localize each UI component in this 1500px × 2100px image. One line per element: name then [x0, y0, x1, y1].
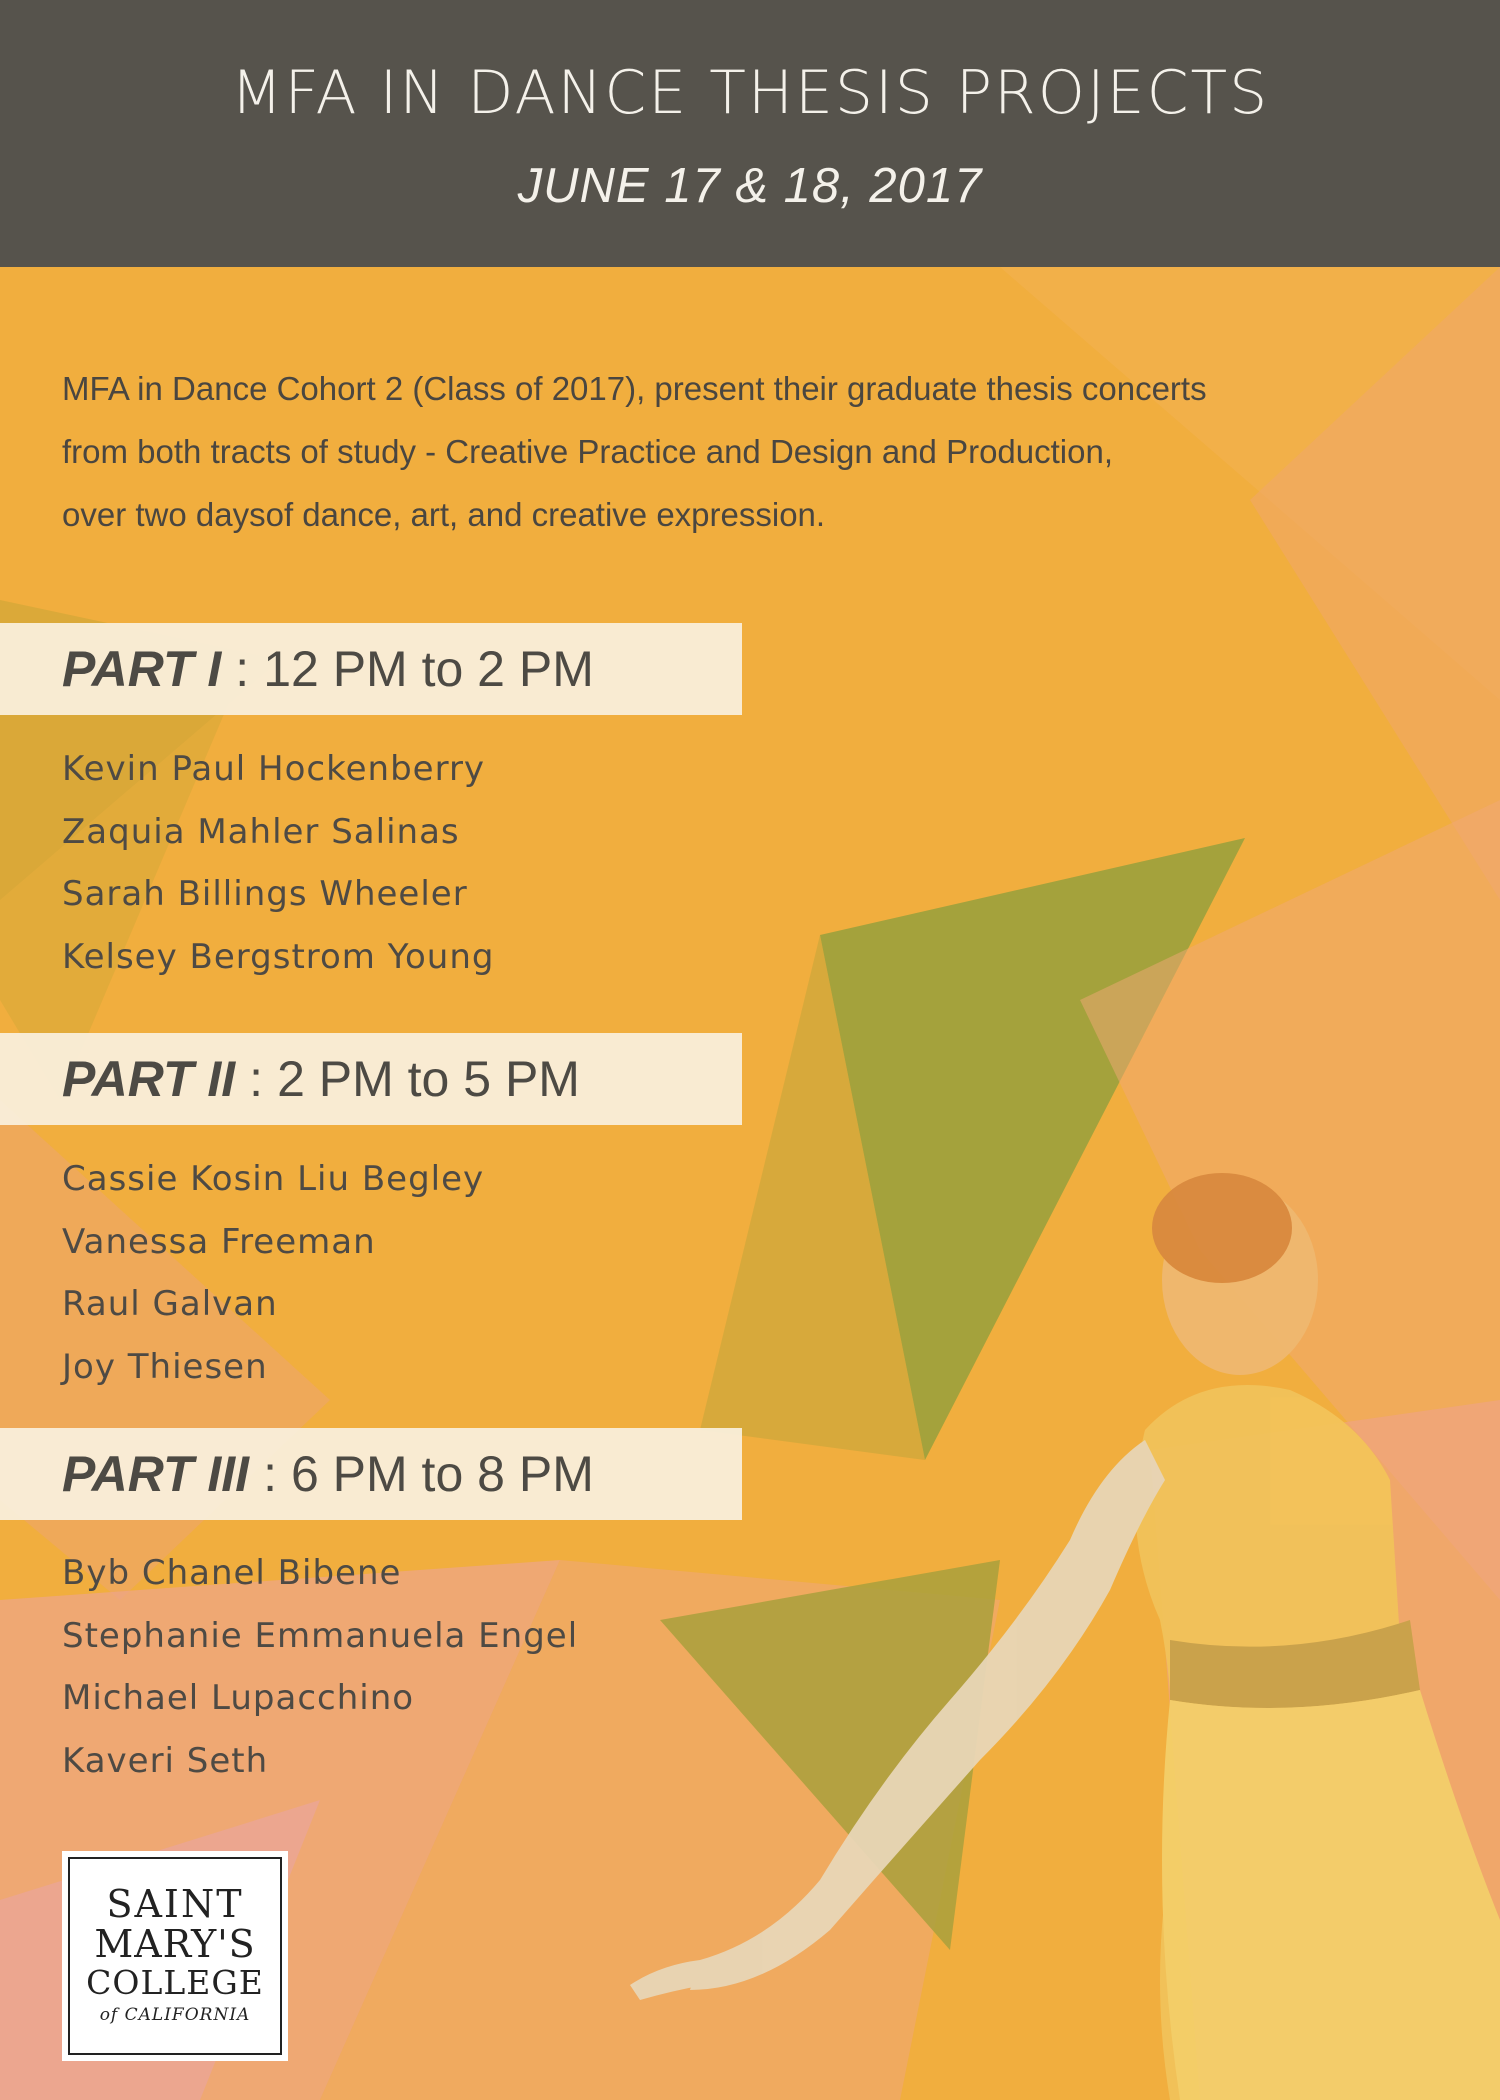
logo-line: SAINT [106, 1882, 244, 1926]
poster-title: MFA IN DANCE THESIS PROJECTS [230, 58, 1270, 128]
performer-name: Kelsey Bergstrom Young [62, 936, 495, 977]
intro-line: MFA in Dance Cohort 2 (Class of 2017), present their graduate thesis concerts [62, 370, 1207, 407]
performer-name: Kaveri Seth [62, 1740, 269, 1781]
logo-line: COLLEGE [86, 1963, 264, 2002]
performer-name: Byb Chanel Bibene [62, 1553, 402, 1593]
part-separator: : [249, 1051, 264, 1107]
performer-name: Kevin Paul Hockenberry [62, 749, 486, 789]
part-1-performers [62, 738, 494, 988]
part-separator: : [263, 1446, 277, 1502]
part-3-heading [0, 1428, 742, 1520]
performer-name: Sarah Billings Wheeler [62, 874, 468, 914]
logo-line: MARY'S [94, 1922, 256, 1966]
performer-name: Cassie Kosin Liu Begley [62, 1159, 485, 1199]
logo-line: of CALIFORNIA [99, 2005, 251, 2025]
intro-line: over two daysof dance, art, and creative expression. [62, 496, 826, 533]
part-3-performers [62, 1542, 578, 1792]
intro-line: from both tracts of study - Creative Practice and Design and Production, [62, 433, 1114, 470]
performer-name: Raul Galvan [62, 1284, 278, 1324]
event-date: JUNE 17 & 18, 2017 [517, 159, 983, 213]
performer-name: Stephanie Emmanuela Engel [62, 1615, 579, 1656]
part-time: 12 PM to 2 PM [263, 641, 594, 697]
header-banner [0, 0, 1500, 267]
part-2-performers [62, 1148, 484, 1398]
part-separator: : [235, 641, 250, 697]
part-name: PART I [62, 641, 222, 697]
performer-name: Vanessa Freeman [62, 1221, 376, 1262]
part-name: PART III [62, 1446, 250, 1502]
part-name: PART II [62, 1051, 236, 1107]
part-time: 6 PM to 8 PM [290, 1446, 594, 1502]
part-2-heading [0, 1033, 742, 1125]
performer-name: Joy Thiesen [62, 1346, 268, 1387]
college-logo [62, 1851, 288, 2061]
performer-name: Michael Lupacchino [62, 1678, 415, 1718]
performer-name: Zaquia Mahler Salinas [62, 811, 460, 852]
intro-paragraph [62, 357, 1462, 546]
part-time: 2 PM to 5 PM [277, 1051, 580, 1107]
part-1-heading [0, 623, 742, 715]
